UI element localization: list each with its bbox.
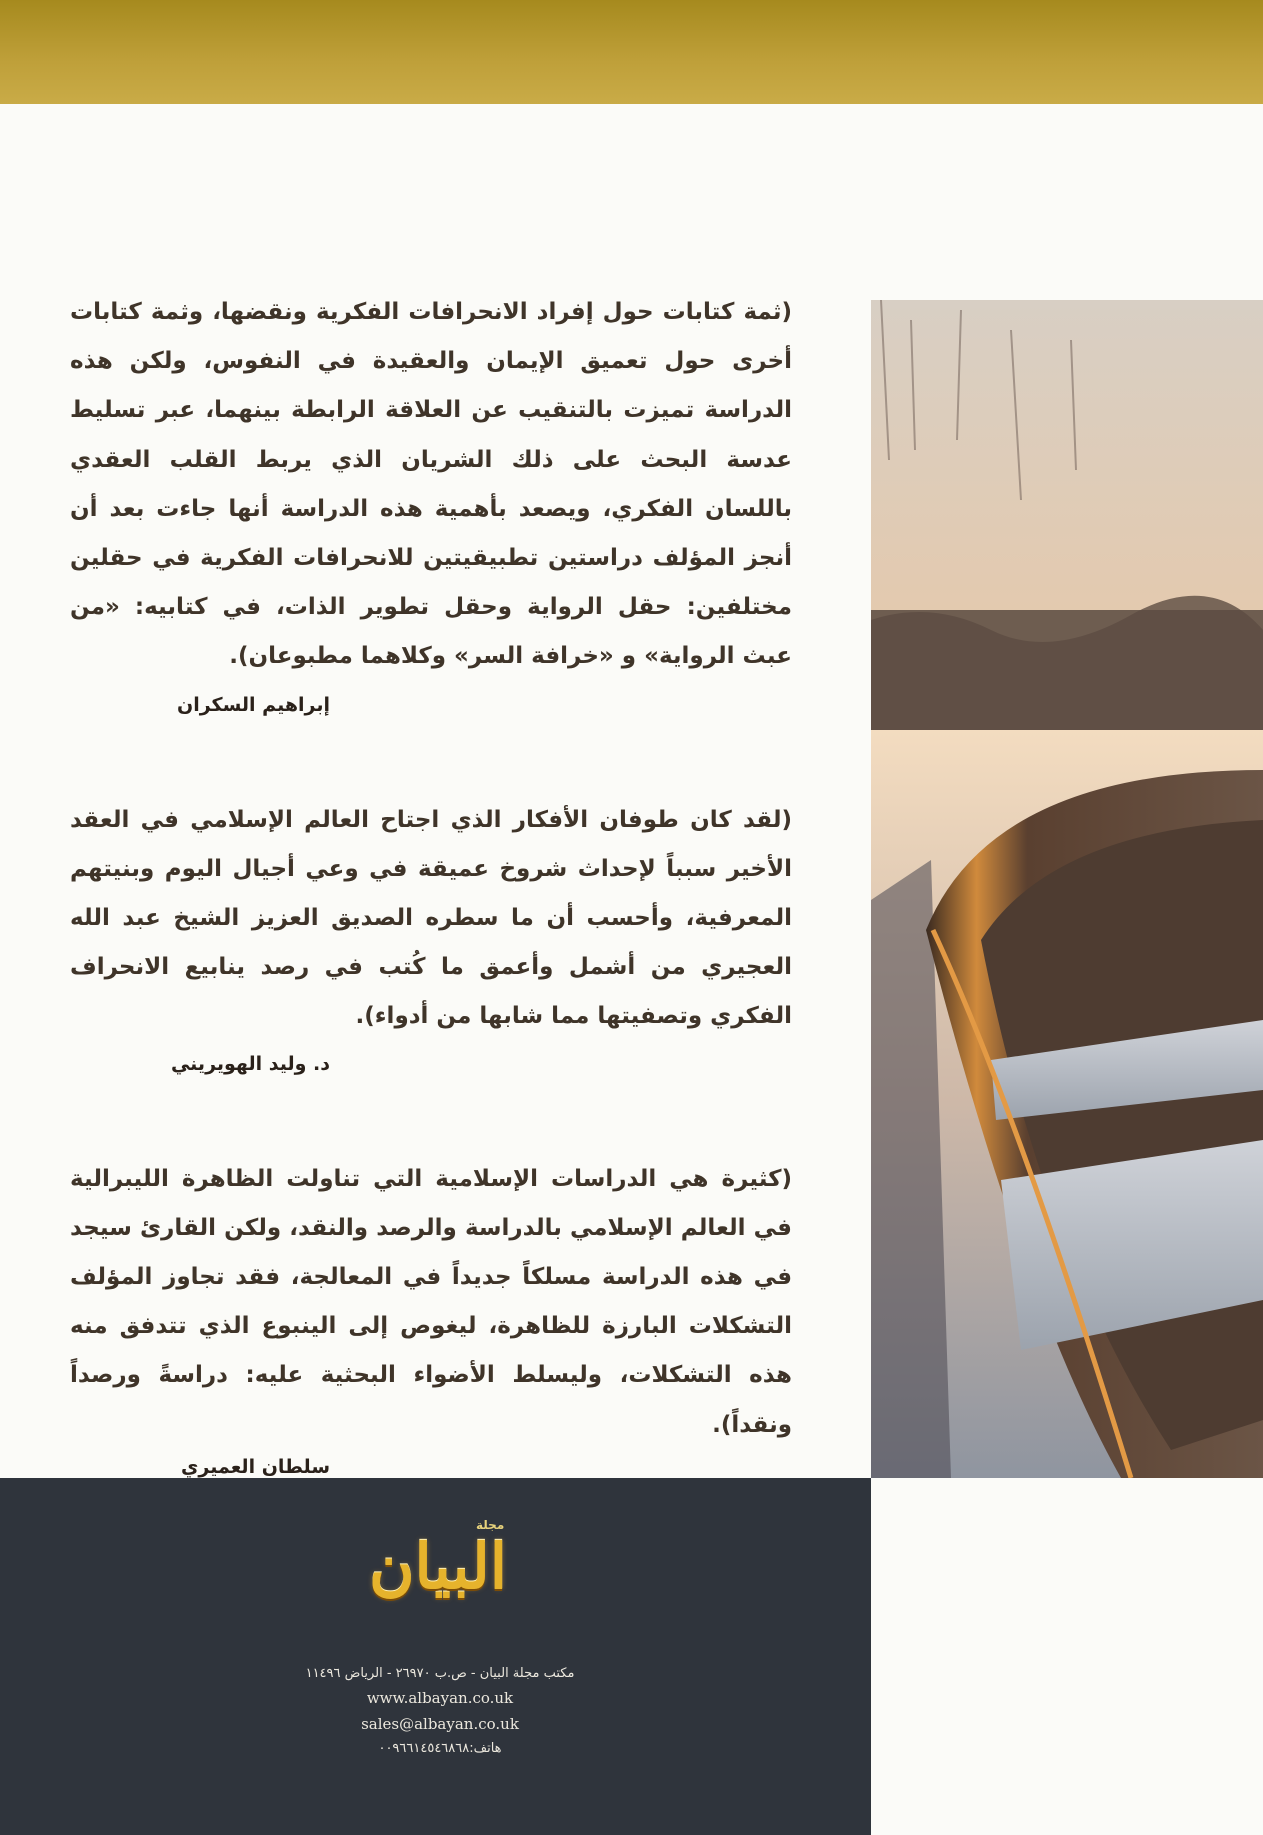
quote-author: إبراهيم السكران — [176, 693, 330, 716]
postal-address: مكتب مجلة البيان - ص.ب ٢٦٩٧٠ - الرياض ١١٤٩٦ — [305, 1666, 575, 1681]
logo-label: مجلة — [476, 1518, 505, 1532]
website-text: www.albayan.co.uk — [366, 1689, 514, 1707]
testimonial-quotes — [70, 288, 792, 1478]
publisher-footer — [0, 1478, 871, 1835]
quote-text: (لقد كان طوفان الأفكار الذي اجتاح العالم الإسلامي في العقد الأخير سبباً لإحداث شروخ عميقة في وعي أجيال اليوم وبنيتهم المعرفية، وأحسب أن ما سطره الصديق العزيز الشيخ عبد الله العجيري من أشمل وأعمق ما كُتب في رصد ينابيع الانحراف الفكري وتصفيتها مما شابها من أدواء). — [70, 806, 792, 1030]
logo-wordmark: البيان — [369, 1530, 507, 1603]
contact-info — [240, 1663, 640, 1761]
lake-boat-photo — [871, 300, 1263, 1478]
top-gold-band — [0, 0, 1263, 104]
quote-text: (كثيرة هي الدراسات الإسلامية التي تناولت الظاهرة الليبرالية في العالم الإسلامي بالدراسة والرصد والنقد، ولكن القارئ سيجد في هذه الدراسة مسلكاً جديداً في المعالجة، فقد تجاوز المؤلف التشكلات البارزة للظاهرة، ليغوص إلى الينبوع الذي تتدفق منه هذه التشكلات، وليسلط الأضواء البحثية عليه: دراسةً ورصداً ونقداً). — [70, 1165, 792, 1438]
email-text: sales@albayan.co.uk — [361, 1715, 519, 1733]
quote-author: د. وليد الهويريني — [170, 1052, 330, 1075]
quote-text: (ثمة كتابات حول إفراد الانحرافات الفكرية ونقضها، وثمة كتابات أخرى حول تعميق الإيمان والعقيدة في النفوس، ولكن هذه الدراسة تميزت بالتنقيب عن العلاقة الرابطة بينهما، عبر تسليط عدسة البحث على ذلك الشريان الذي يربط القلب العقدي باللسان الفكري، ويصعد بأهمية هذه الدراسة أنها جاءت بعد أن أنجز المؤلف دراستين تطبيقيتين للانحرافات الفكرية في حقلين مختلفين: حقل الرواية وحقل تطوير الذات، في كتابيه: «من عبث الرواية» و «خرافة السر» وكلاهما مطبوعان). — [70, 299, 792, 670]
albayan-logo — [348, 1516, 528, 1616]
quote-author: سلطان العميري — [180, 1455, 330, 1478]
phone-text: هاتف:٠٠٩٦٦١٤٥٤٦٨٦٨ — [378, 1741, 502, 1756]
